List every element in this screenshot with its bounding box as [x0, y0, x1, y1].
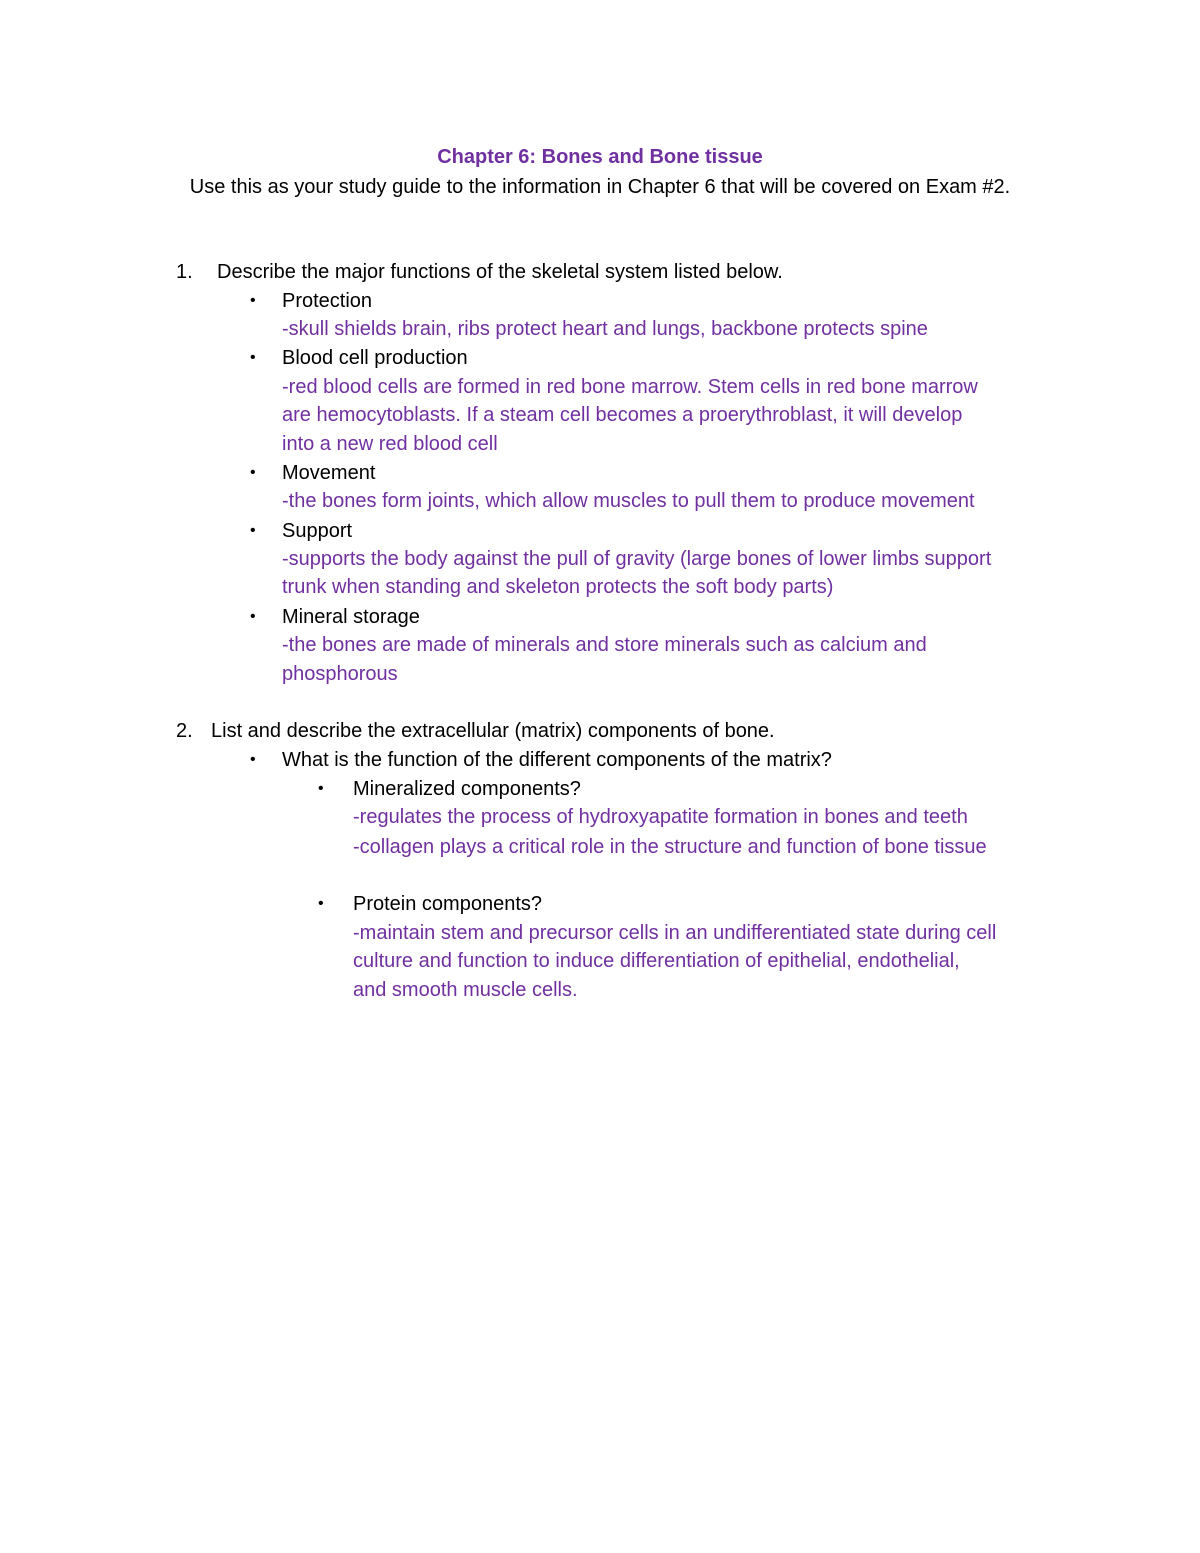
- function-answer-line: are hemocytoblasts. If a steam cell becomes a proerythroblast, it will develop: [282, 404, 963, 426]
- question-2-number: 2.: [176, 720, 193, 742]
- bullet-icon: •: [250, 349, 256, 366]
- function-label-mineral-storage: Mineral storage: [282, 606, 420, 628]
- document-subtitle: Use this as your study guide to the information in Chapter 6 that will be covered on Exam #2.: [189, 176, 1011, 198]
- function-answer-line: -the bones are made of minerals and store minerals such as calcium and: [282, 634, 927, 656]
- function-answer-line: -skull shields brain, ribs protect heart and lungs, backbone protects spine: [282, 318, 928, 340]
- function-label-support: Support: [282, 520, 353, 542]
- question-2-text: List and describe the extracellular (matrix) components of bone.: [211, 720, 775, 742]
- question-1-text: Describe the major functions of the skeletal system listed below.: [217, 261, 783, 283]
- component-label-protein: Protein components?: [353, 893, 543, 915]
- question-2-subquestion: What is the function of the different components of the matrix?: [282, 749, 832, 771]
- function-answer-line: phosphorous: [282, 663, 398, 685]
- component-answer-line: -maintain stem and precursor cells in an undifferentiated state during cell: [353, 922, 997, 944]
- bullet-icon: •: [318, 895, 324, 912]
- function-answer-line: -supports the body against the pull of gravity (large bones of lower limbs support: [282, 548, 992, 570]
- component-answer-line: -regulates the process of hydroxyapatite formation in bones and teeth: [353, 806, 968, 828]
- component-answer-line: and smooth muscle cells.: [353, 979, 578, 1001]
- function-answer-line: -red blood cells are formed in red bone marrow. Stem cells in red bone marrow: [282, 376, 978, 398]
- component-answer-line: -collagen plays a critical role in the structure and function of bone tissue: [353, 836, 987, 858]
- bullet-icon: •: [250, 522, 256, 539]
- bullet-icon: •: [250, 292, 256, 309]
- component-answer-line: culture and function to induce differentiation of epithelial, endothelial,: [353, 950, 960, 972]
- function-answer-line: -the bones form joints, which allow muscles to pull them to produce movement: [282, 490, 975, 512]
- bullet-icon: •: [250, 751, 256, 768]
- function-label-movement: Movement: [282, 462, 376, 484]
- function-label-protection: Protection: [282, 290, 373, 312]
- document-title: Chapter 6: Bones and Bone tissue: [437, 146, 763, 168]
- function-answer-line: into a new red blood cell: [282, 433, 498, 455]
- function-answer-line: trunk when standing and skeleton protects the soft body parts): [282, 576, 834, 598]
- bullet-icon: •: [250, 608, 256, 625]
- question-1-number: 1.: [176, 261, 193, 283]
- component-label-mineralized: Mineralized components?: [353, 778, 581, 800]
- bullet-icon: •: [318, 780, 324, 797]
- bullet-icon: •: [250, 464, 256, 481]
- function-label-blood-cell-production: Blood cell production: [282, 347, 468, 369]
